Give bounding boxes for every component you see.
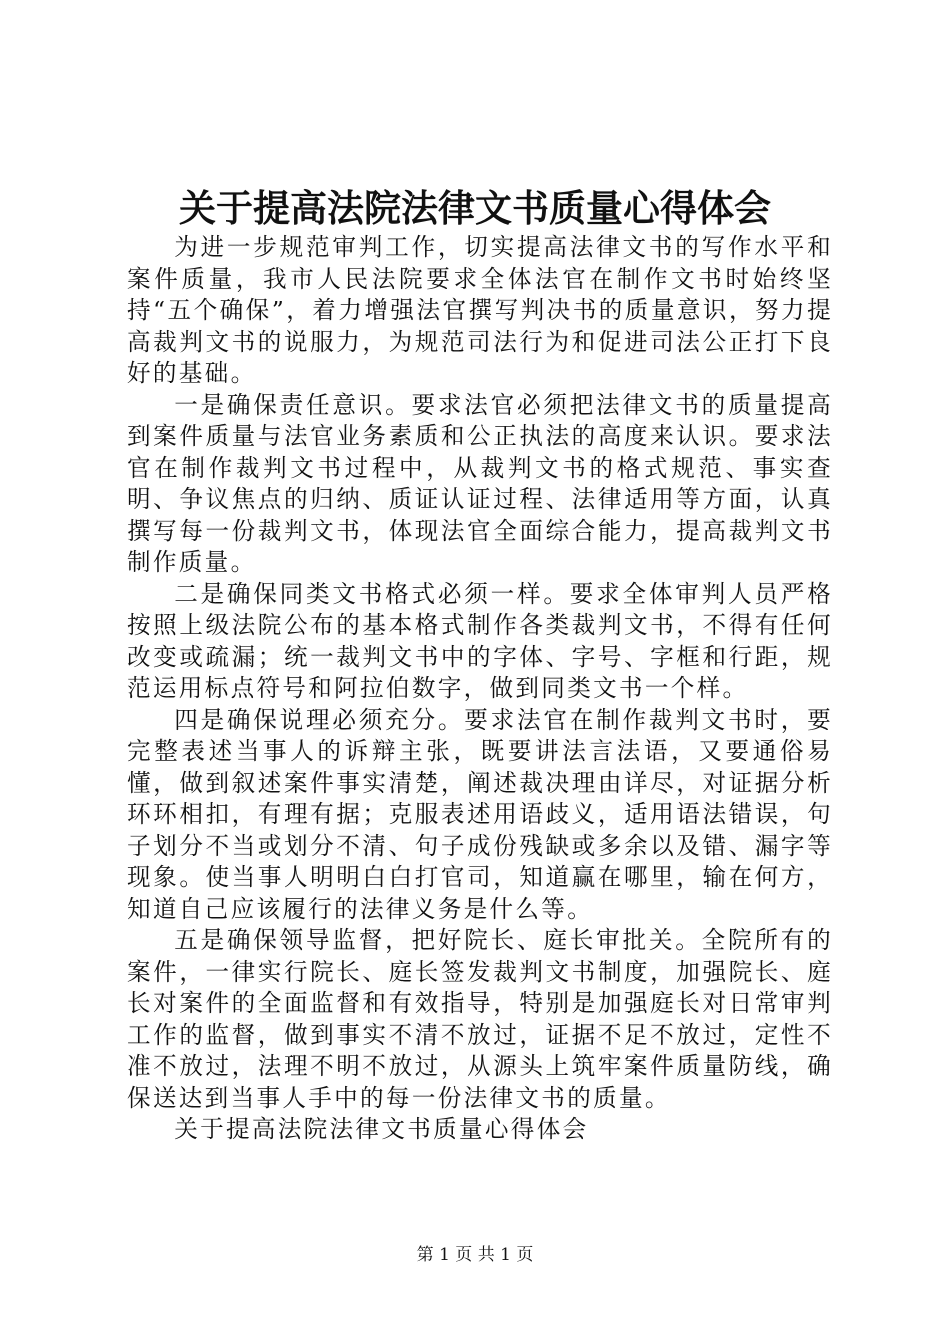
paragraph-intro: 为进一步规范审判工作，切实提高法律文书的写作水平和案件质量，我市人民法院要求全体法官在制作文书时始终坚持“五个确保”，着力增强法官撰写判决书的质量意识，努力提高裁判文书的说服力，为规范司法行为和促进司法公正打下良好的基础。 <box>127 233 833 387</box>
paragraph-closing-title: 关于提高法院法律文书质量心得体会 <box>174 1115 589 1143</box>
paragraph-point-5: 五是确保领导监督，把好院长、庭长审批关。全院所有的案件，一律实行院长、庭长签发裁判文书制度，加强院长、庭长对案件的全面监督和有效指导，特别是加强庭长对日常审判工作的监督，做到事实不清不放过，证据不足不放过，定性不准不放过，法理不明不放过，从源头上筑牢案件质量防线，确保送达到当事人手中的每一份法律文书的质量。 <box>127 926 833 1112</box>
paragraph-point-4: 四是确保说理必须充分。要求法官在制作裁判文书时，要完整表述当事人的诉辩主张，既要讲法言法语，又要通俗易懂，做到叙述案件事实清楚，阐述裁决理由详尽，对证据分析环环相扣，有理有据；克服表述用语歧义，适用语法错误，句子划分不当或划分不清、句子成份残缺或多余以及错、漏字等现象。使当事人明明白白打官司，知道赢在哪里，输在何方，知道自己应该履行的法律义务是什么等。 <box>127 705 833 923</box>
paragraph-point-2: 二是确保同类文书格式必须一样。要求全体审判人员严格按照上级法院公布的基本格式制作各类裁判文书，不得有任何改变或疏漏；统一裁判文书中的字体、字号、字框和行距，规范运用标点符号和阿拉伯数字，做到同类文书一个样。 <box>127 579 833 702</box>
paragraph-point-1: 一是确保责任意识。要求法官必须把法律文书的质量提高到案件质量与法官业务素质和公正执法的高度来认识。要求法官在制作裁判文书过程中，从裁判文书的格式规范、事实查明、争议焦点的归纳、质证认证过程、法律适用等方面，认真撰写每一份裁判文书，体现法官全面综合能力，提高裁判文书制作质量。 <box>127 390 833 576</box>
document-body <box>127 232 833 1146</box>
page-number-footer: 第 1 页 共 1 页 <box>416 1245 534 1265</box>
document-title: 关于提高法院法律文书质量心得体会 <box>179 186 771 230</box>
